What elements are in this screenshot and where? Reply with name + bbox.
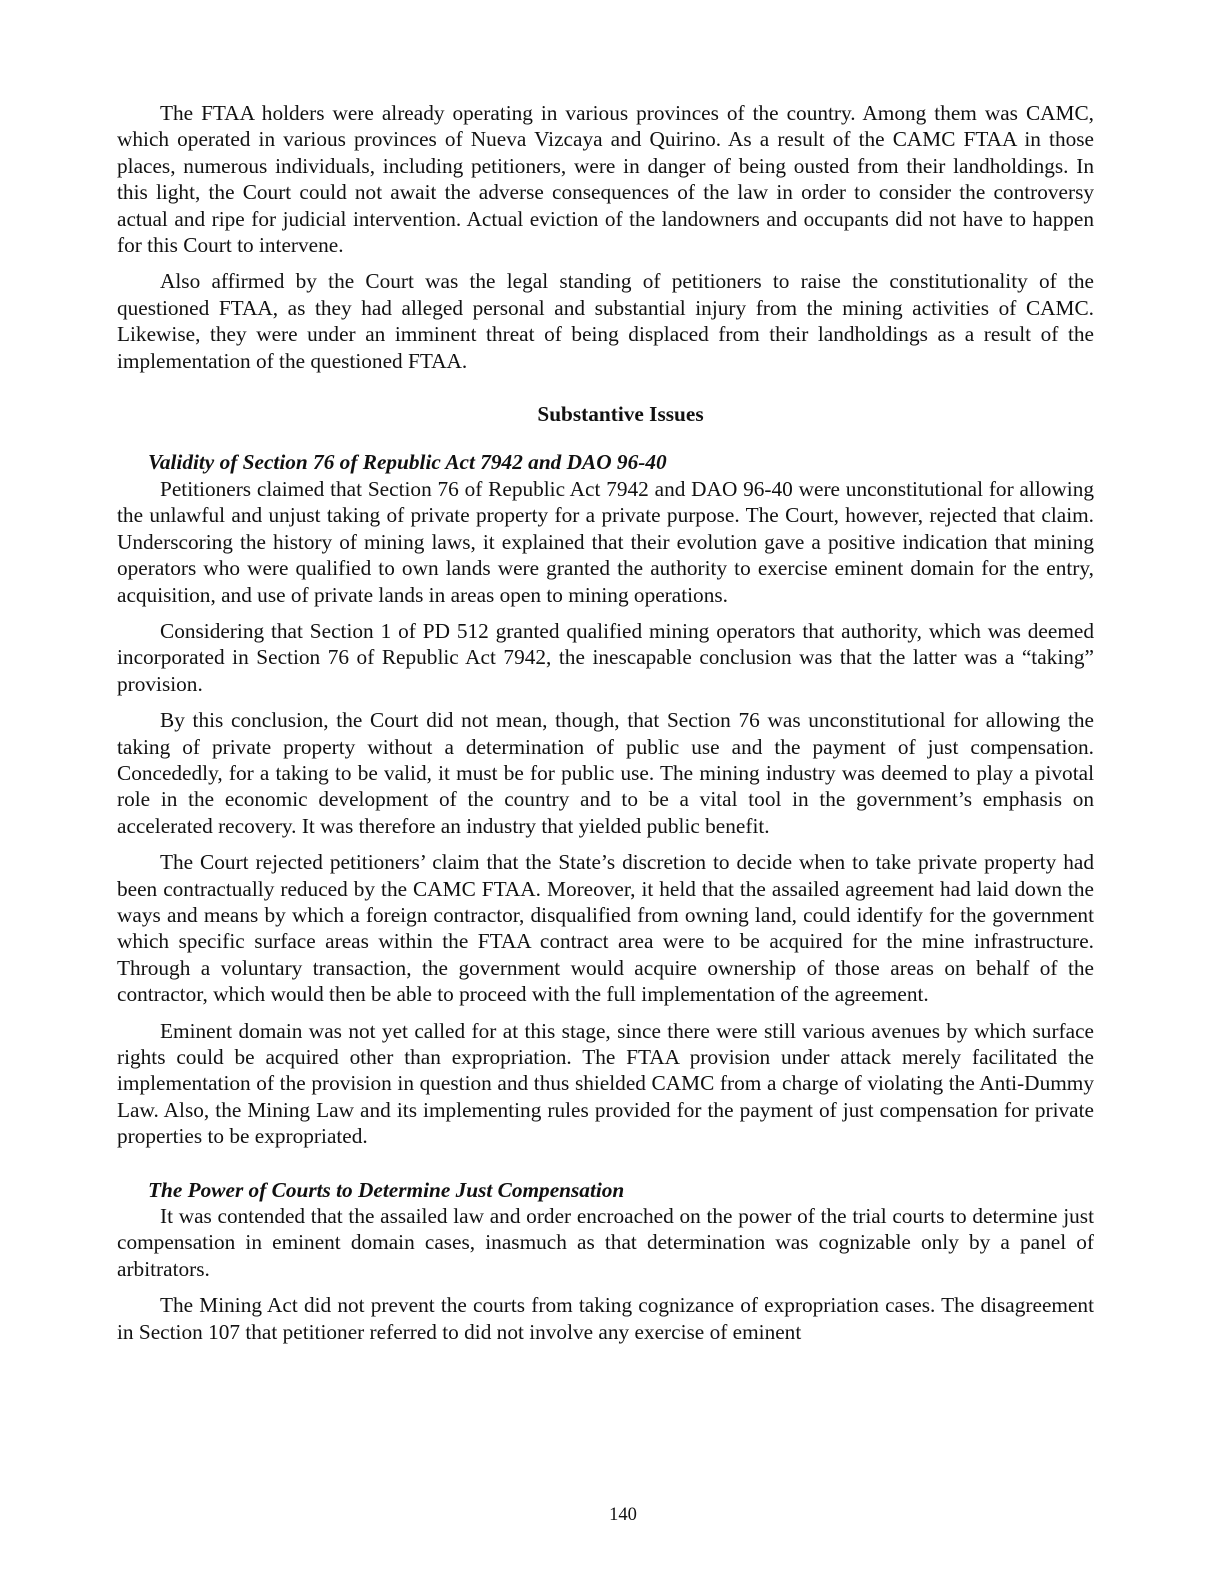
body-paragraph: Also affirmed by the Court was the legal standing of petitioners to raise the constitutionality of the questioned FTAA, as they had alleged personal and substantial injury from the mining activities of CAMC. Likewise, they were under an imminent threat of being displaced from their landholdings as a result of the implementation of the questioned FTAA. [117,269,1094,373]
body-paragraph: Eminent domain was not yet called for at this stage, since there were still various avenues by which surface rights could be acquired other than expropriation. The FTAA provision under attack merely facilitated the implementation of the provision in question and thus shielded CAMC from a charge of violating the Anti-Dummy Law. Also, the Mining Law and its implementing rules provided for the payment of just compensation for private properties to be expropriated. [117,1018,1094,1149]
body-paragraph: Petitioners claimed that Section 76 of Republic Act 7942 and DAO 96-40 were unconstitutional for allowing the unlawful and unjust taking of private property for a private purpose. The Court, however, rejected that claim. Underscoring the history of mining laws, it explained that their evolution gave a positive indication that mining operators who were qualified to own lands were granted the authority to exercise eminent domain for the entry, acquisition, and use of private lands in areas open to mining operations. [117,476,1094,607]
body-paragraph: It was contended that the assailed law and order encroached on the power of the trial courts to determine just compensation in eminent domain cases, inasmuch as that determination was cognizable only by a panel of arbitrators. [117,1204,1094,1281]
subheading-validity: Validity of Section 76 of Republic Act 7942 and DAO 96-40 [148,450,667,475]
body-paragraph: By this conclusion, the Court did not mean, though, that Section 76 was unconstitutional for allowing the taking of private property without a determination of public use and the payment of just compensation. Concededly, for a taking to be valid, it must be for public use. The mining industry was deemed to play a pivotal role in the economic development of the country and to be a vital tool in the government’s emphasis on accelerated recovery. It was therefore an industry that yielded public benefit. [117,708,1094,838]
subheading-power-of-courts: The Power of Courts to Determine Just Compensation [148,1177,625,1202]
section-heading: Substantive Issues [537,402,704,427]
document-page [117,100,1094,1355]
body-paragraph: The FTAA holders were already operating in various provinces of the country. Among them was CAMC, which operated in various provinces of Nueva Vizcaya and Quirino. As a result of the CAMC FTAA in those places, numerous individuals, including petitioners, were in danger of being ousted from their landholdings. In this light, the Court could not await the adverse consequences of the law in order to consider the controversy actual and ripe for judicial intervention. Actual eviction of the landowners and occupants did not have to happen for this Court to intervene. [117,101,1094,258]
body-paragraph: Considering that Section 1 of PD 512 granted qualified mining operators that authority, which was deemed incorporated in Section 76 of Republic Act 7942, the inescapable conclusion was that the latter was a “taking” provision. [117,618,1094,696]
body-paragraph: The Court rejected petitioners’ claim that the State’s discretion to decide when to take private property had been contractually reduced by the CAMC FTAA. Moreover, it held that the assailed agreement had laid down the ways and means by which a foreign contractor, disqualified from owning land, could identify for the government which specific surface areas within the FTAA contract area were to be acquired for the mine infrastructure. Through a voluntary transaction, the government would acquire ownership of those areas on behalf of the contractor, which would then be able to proceed with the full implementation of the agreement. [117,850,1094,1007]
page-number: 140 [609,1505,637,1525]
body-paragraph: The Mining Act did not prevent the courts from taking cognizance of expropriation cases. The disagreement in Section 107 that petitioner referred to did not involve any exercise of eminent [117,1293,1094,1344]
